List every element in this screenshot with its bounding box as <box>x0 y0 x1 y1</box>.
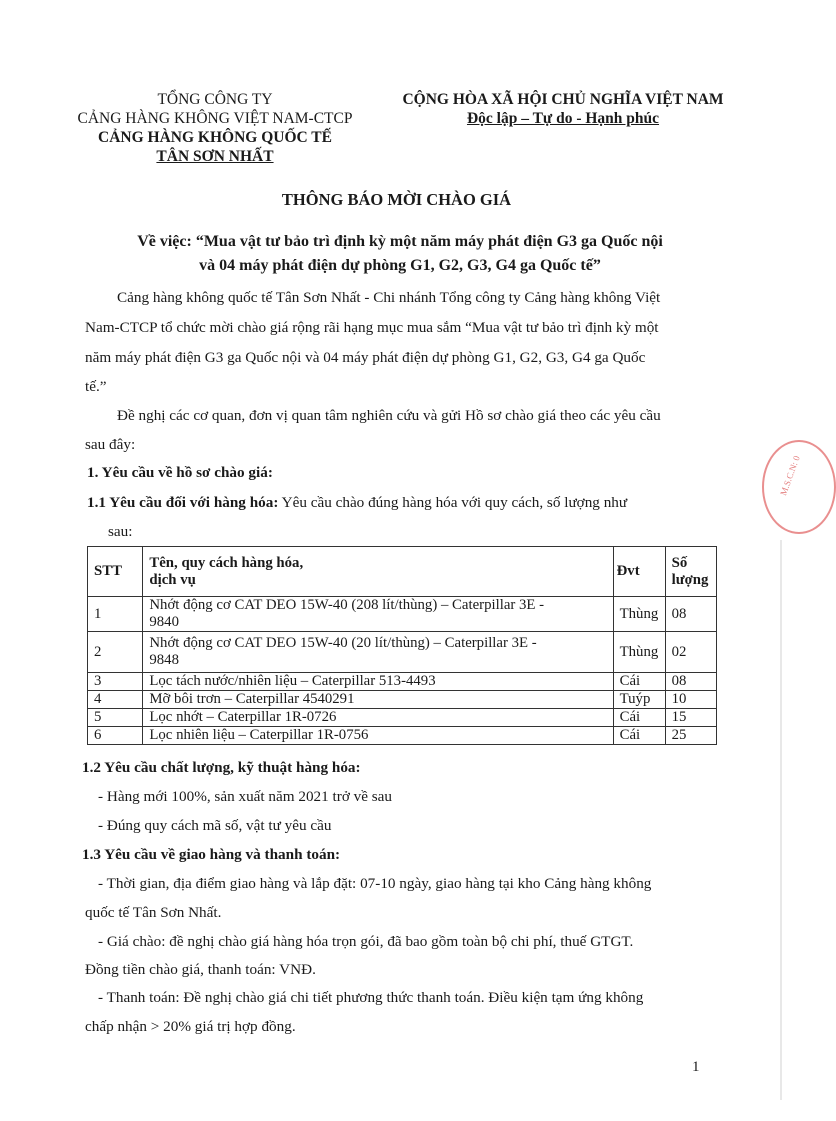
table-header-row <box>88 547 717 597</box>
section-1-3-item-1-line-2: quốc tế Tân Sơn Nhất. <box>85 904 222 921</box>
section-1-1-label: 1.1 Yêu cầu đối với hàng hóa: <box>87 494 279 511</box>
cell-unit: Cái <box>613 727 665 745</box>
cell-qty: 02 <box>665 632 716 673</box>
cell-unit: Cái <box>613 709 665 727</box>
cell-name-line-1: Nhớt động cơ CAT DEO 15W-40 (208 lít/thùng) – Caterpillar 3E - <box>149 597 545 613</box>
intro-p2-line-2: sau đây: <box>85 436 136 453</box>
cell-unit: Thùng <box>613 597 665 632</box>
issuer-block <box>40 90 390 166</box>
cell-name <box>143 597 613 632</box>
national-motto: Độc lập – Tự do - Hạnh phúc <box>466 110 660 127</box>
header-name-line-1: Tên, quy cách hàng hóa, <box>149 554 304 571</box>
header-name <box>143 547 613 597</box>
cell-stt: 2 <box>88 632 143 673</box>
section-1-3-heading: 1.3 Yêu cầu về giao hàng và thanh toán: <box>82 846 341 863</box>
country-name: CỘNG HÒA XÃ HỘI CHỦ NGHĨA VIỆT NAM <box>402 91 724 108</box>
seal-text: M.S.C.N: 0 <box>778 454 802 497</box>
intro-p1-line-3: năm máy phát điện G3 ga Quốc nội và 04 máy phát điện dự phòng G1, G2, G3, G4 ga Quốc <box>85 349 646 366</box>
section-1-1-text: Yêu cầu chào đúng hàng hóa với quy cách, số lượng như <box>278 494 628 511</box>
section-1-1-text-cont: sau: <box>108 523 133 540</box>
cell-stt: 3 <box>88 673 143 691</box>
national-heading <box>378 90 748 128</box>
cell-qty: 08 <box>665 597 716 632</box>
section-1-3-item-2-line-2: Đồng tiền chào giá, thanh toán: VNĐ. <box>85 961 316 978</box>
goods-table <box>87 546 717 745</box>
cell-unit: Thùng <box>613 632 665 673</box>
header-qty-line-2: lượng <box>671 571 709 588</box>
header-qty-line-1: Số <box>671 554 688 571</box>
issuer-line-2: CẢNG HÀNG KHÔNG VIỆT NAM-CTCP <box>77 110 353 127</box>
intro-p1-line-1: Cảng hàng không quốc tế Tân Sơn Nhất - Chi nhánh Tổng công ty Cảng hàng không Việt <box>117 289 661 306</box>
issuer-line-4: TÂN SƠN NHẤT <box>156 148 274 165</box>
section-1-3-item-3-line-2: chấp nhận > 20% giá trị hợp đồng. <box>85 1018 296 1035</box>
subject-line-1: Về việc: “Mua vật tư bảo trì định kỳ một năm máy phát điện G3 ga Quốc nội <box>137 233 663 250</box>
table-row <box>88 673 717 691</box>
section-1-3-item-1-line-1: - Thời gian, địa điểm giao hàng và lắp đặt: 07-10 ngày, giao hàng tại kho Cảng hàng không <box>98 875 652 892</box>
cell-name: Mỡ bôi trơn – Caterpillar 4540291 <box>143 691 613 709</box>
company-seal <box>762 440 836 534</box>
header-qty <box>665 547 716 597</box>
cell-qty: 25 <box>665 727 716 745</box>
cell-qty: 10 <box>665 691 716 709</box>
table-row <box>88 709 717 727</box>
page-number: 1 <box>692 1059 700 1075</box>
issuer-line-1: TỔNG CÔNG TY <box>157 91 273 108</box>
cell-name-line-1: Nhớt động cơ CAT DEO 15W-40 (20 lít/thùng) – Caterpillar 3E - <box>149 635 537 651</box>
table-row <box>88 691 717 709</box>
cell-stt: 5 <box>88 709 143 727</box>
cell-name <box>143 632 613 673</box>
cell-name: Lọc nhiên liệu – Caterpillar 1R-0756 <box>143 727 613 745</box>
cell-name-line-2: 9848 <box>149 652 179 668</box>
cell-stt: 4 <box>88 691 143 709</box>
header-name-line-2: dịch vụ <box>149 571 196 588</box>
cell-name: Lọc tách nước/nhiên liệu – Caterpillar 513-4493 <box>143 673 613 691</box>
table-row <box>88 597 717 632</box>
document-subject <box>60 230 740 278</box>
cell-stt: 6 <box>88 727 143 745</box>
issuer-line-3: CẢNG HÀNG KHÔNG QUỐC TẾ <box>98 129 332 146</box>
cell-qty: 08 <box>665 673 716 691</box>
cell-unit: Tuýp <box>613 691 665 709</box>
header-stt: STT <box>88 547 143 597</box>
intro-p1-line-2: Nam-CTCP tổ chức mời chào giá rộng rãi hạng mục mua sắm “Mua vật tư bảo trì định kỳ một <box>85 319 659 336</box>
table-row <box>88 727 717 745</box>
section-1-1 <box>87 493 627 513</box>
intro-p2-line-1: Đề nghị các cơ quan, đơn vị quan tâm nghiên cứu và gửi Hồ sơ chào giá theo các yêu cầu <box>117 407 661 424</box>
header-unit: Đvt <box>613 547 665 597</box>
page-edge-shadow <box>780 540 782 1100</box>
cell-qty: 15 <box>665 709 716 727</box>
section-1-3-item-3-line-1: - Thanh toán: Đề nghị chào giá chi tiết phương thức thanh toán. Điều kiện tạm ứng không <box>98 989 644 1006</box>
subject-line-2: và 04 máy phát điện dự phòng G1, G2, G3, G4 ga Quốc tế” <box>199 257 601 274</box>
section-1-2-heading: 1.2 Yêu cầu chất lượng, kỹ thuật hàng hóa: <box>82 759 361 776</box>
section-1-2-item-1: - Hàng mới 100%, sản xuất năm 2021 trở về sau <box>98 788 393 805</box>
cell-unit: Cái <box>613 673 665 691</box>
cell-name-line-2: 9840 <box>149 614 179 630</box>
cell-name: Lọc nhớt – Caterpillar 1R-0726 <box>143 709 613 727</box>
section-1-3-item-2-line-1: - Giá chào: đề nghị chào giá hàng hóa trọn gói, đã bao gồm toàn bộ chi phí, thuế GTGT. <box>98 933 634 950</box>
document-title: THÔNG BÁO MỜI CHÀO GIÁ <box>281 190 512 209</box>
table-row <box>88 632 717 673</box>
section-1-heading: 1. Yêu cầu về hồ sơ chào giá: <box>87 464 273 481</box>
section-1-2-item-2: - Đúng quy cách mã số, vật tư yêu cầu <box>98 817 332 834</box>
intro-p1-line-4: tế.” <box>85 378 107 395</box>
cell-stt: 1 <box>88 597 143 632</box>
